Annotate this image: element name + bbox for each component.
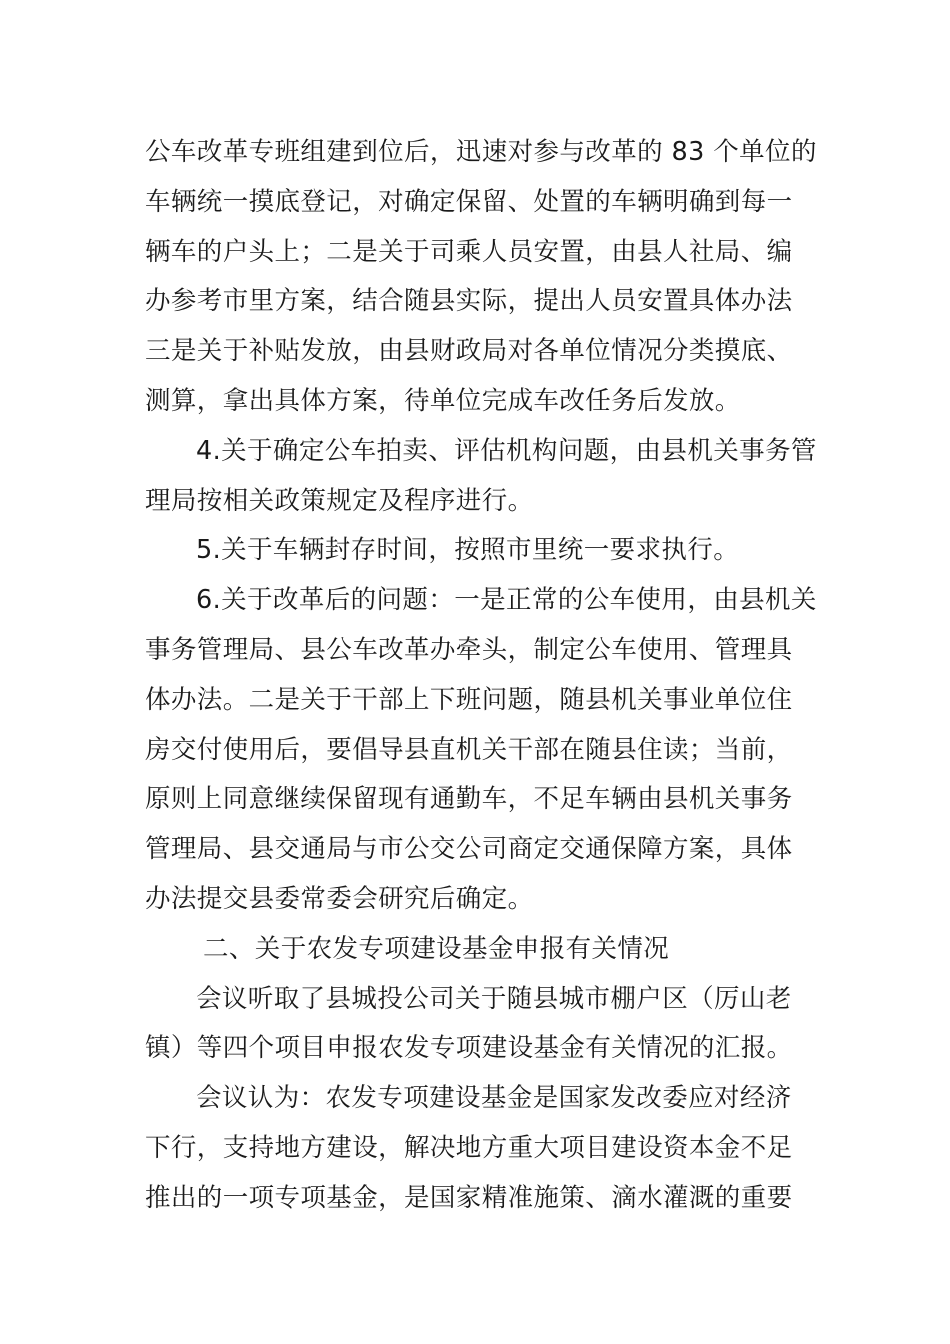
text-line: 事务管理局、县公车改革办牵头，制定公车使用、管理具 xyxy=(145,634,793,665)
text-line: 管理局、县交通局与市公交公司商定交通保障方案，具体 xyxy=(145,834,793,865)
text-line: 测算，拿出具体方案，待单位完成车改任务后发放。 xyxy=(145,385,741,416)
paragraph-start-line: 会议听取了县城投公司关于随县城市棚户区（厉山老 xyxy=(196,983,792,1014)
text-line: 原则上同意继续保留现有通勤车，不足车辆由县机关事务 xyxy=(145,784,793,815)
text-line: 办参考市里方案，结合随县实际，提出人员安置具体办法 xyxy=(145,286,793,317)
text-line: 推出的一项专项基金，是国家精准施策、滴水灌溉的重要 xyxy=(145,1182,793,1213)
text-line: 理局按相关政策规定及程序进行。 xyxy=(145,485,534,516)
document-body xyxy=(145,128,817,1224)
text-line: 三是关于补贴发放，由县财政局对各单位情况分类摸底、 xyxy=(145,336,793,367)
text-line: 车辆统一摸底登记，对确定保留、处置的车辆明确到每一 xyxy=(145,186,793,217)
text-line: 镇）等四个项目申报农发专项建设基金有关情况的汇报。 xyxy=(145,1033,793,1064)
text-line: 下行，支持地方建设，解决地方重大项目建设资本金不足 xyxy=(145,1132,793,1163)
paragraph-start-line: 5.关于车辆封存时间，按照市里统一要求执行。 xyxy=(196,535,740,566)
paragraph-start-line: 会议认为：农发专项建设基金是国家发改委应对经济 xyxy=(196,1083,792,1114)
text-line: 公车改革专班组建到位后，迅速对参与改革的 83 个单位的 xyxy=(145,137,817,167)
text-line: 办法提交县委常委会研究后确定。 xyxy=(145,883,534,914)
paragraph-start-line: 4.关于确定公车拍卖、评估机构问题，由县机关事务管 xyxy=(196,435,817,466)
paragraph-start-line: 6.关于改革后的问题：一是正常的公车使用，由县机关 xyxy=(196,585,817,616)
text-line: 体办法。二是关于干部上下班问题，随县机关事业单位住 xyxy=(145,684,793,715)
section-heading: 二、关于农发专项建设基金申报有关情况 xyxy=(203,933,670,964)
text-line: 辆车的户头上；二是关于司乘人员安置，由县人社局、编 xyxy=(145,236,793,267)
text-line: 房交付使用后，要倡导县直机关干部在随县住读；当前， xyxy=(145,734,793,765)
